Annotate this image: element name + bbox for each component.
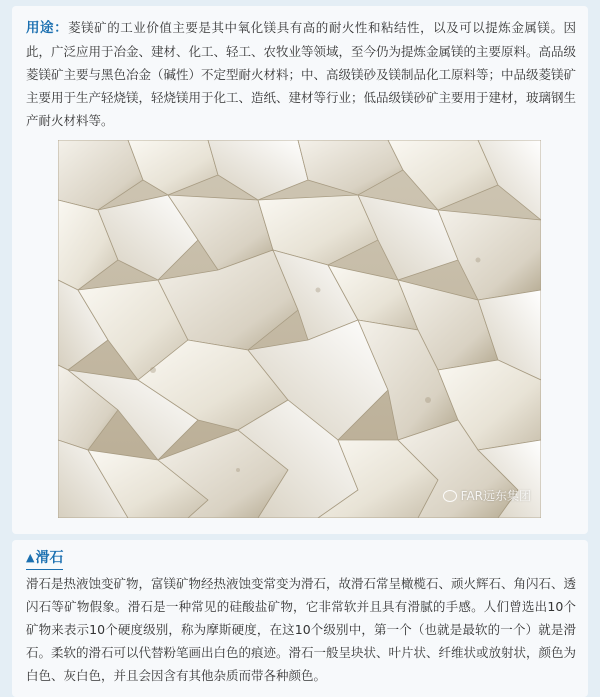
triangle-marker-icon: ▲ <box>26 551 35 564</box>
wechat-icon <box>443 490 457 502</box>
talc-heading <box>26 547 63 567</box>
talc-paragraph: 滑石是热液蚀变矿物，富镁矿物经热液蚀变常变为滑石，故滑石常呈橄榄石、顽火辉石、角闪石、透闪石等矿物假象。滑石是一种常见的硅酸盐矿物，它非常软并且具有滑腻的手感。人们曾选出10个矿物来表示10个硬度级别，称为摩斯硬度，在这10个级别中，第一个（也就是最软的一个）就是滑石。柔软的滑石可以代替粉笔画出白色的痕迹。滑石一般呈块状、叶片状、纤维状或放射状，颜色为白色、灰白色，并且会因含有其他杂质而带各种颜色。 <box>26 576 577 683</box>
heading-underline <box>26 569 63 570</box>
usage-label: 用途： <box>26 20 69 36</box>
usage-paragraph <box>26 16 576 132</box>
magnesite-rocks-photo <box>58 140 541 518</box>
talc-heading-text: 滑石 <box>35 550 64 566</box>
watermark-text: FAR远东集团 <box>460 489 531 503</box>
usage-text: 菱镁矿的工业价值主要是其中氧化镁具有高的耐火性和粘结性，以及可以提炼金属镁。因此，广泛应用于冶金、建材、化工、轻工、农牧业等领域，至今仍为提炼金属镁的主要原料。高品级菱镁矿主要与黑色冶金（碱性）不定型耐火材料；中、高级镁砂及镁制品化工原料等；中品级菱镁矿主要用于生产轻烧镁，轻烧镁用于化工、造纸、建材等行业；低品级镁砂矿主要用于建材，玻璃钢生产耐火材料等。 <box>26 20 577 128</box>
photo-watermark <box>443 487 531 504</box>
rocks-illustration <box>58 140 541 518</box>
